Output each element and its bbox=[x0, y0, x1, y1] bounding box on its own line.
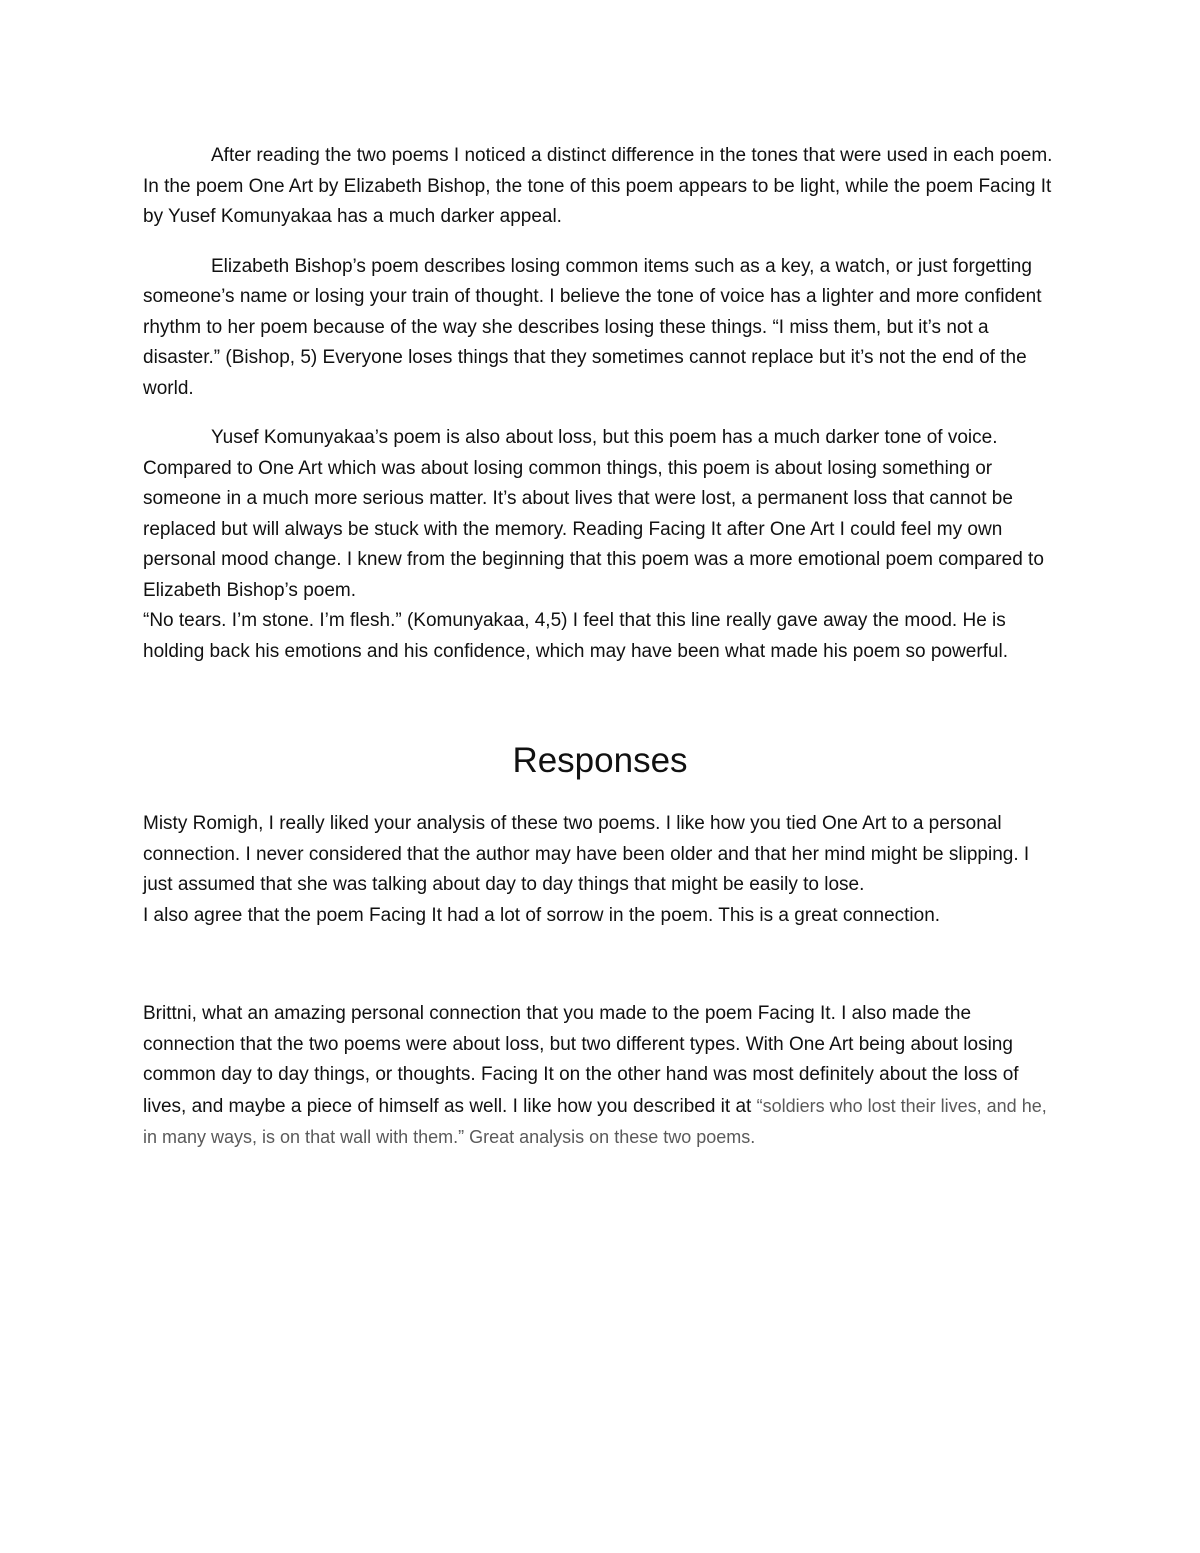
response-1 bbox=[143, 809, 1063, 931]
essay-paragraph-3-block bbox=[143, 423, 1063, 667]
essay-paragraph-2: Elizabeth Bishop’s poem describes losing common items such as a key, a watch, or just forgetting someone’s name or losing your train of thought. I believe the tone of voice has a lighter and more confident rhythm to her poem because of the way she describes losing these things. “I miss them, but it’s not a disaster.” (Bishop, 5) Everyone loses things that they sometimes cannot replace but it’s not the end of the world. bbox=[143, 255, 1042, 399]
essay-paragraph-3: Yusef Komunyakaa’s poem is also about loss, but this poem has a much darker tone of voice. Compared to One Art which was about losing common things, this poem is about losing something or someone in a much more serious matter. It’s about lives that were lost, a permanent loss that cannot be replaced but will always be stuck with the memory. Reading Facing It after One Art I could feel my own personal mood change. I knew from the beginning that this poem was a more emotional poem compared to Elizabeth Bishop’s poem. bbox=[143, 427, 1044, 601]
response-2-quoted-text: “soldiers who lost their lives, and he, in many ways, is on that wall with them.” Great analysis on these two poems. bbox=[143, 1095, 1047, 1147]
essay-paragraph-1: After reading the two poems I noticed a distinct difference in the tones that were used in each poem. In the poem One Art by Elizabeth Bishop, the tone of this poem appears to be light, while the poem Facing It by Yusef Komunyakaa has a much darker appeal. bbox=[143, 145, 1053, 227]
essay-section bbox=[143, 141, 1063, 667]
response-1-paragraph: Misty Romigh, I really liked your analysis of these two poems. I like how you tied One Art to a personal connection. I never considered that the author may have been older and that her mind might be slipping. I just assumed that she was talking about day to day things that might be easily to lose. bbox=[143, 813, 1030, 895]
response-2-main-text: Brittni, what an amazing personal connection that you made to the poem Facing It. I also made the connection that the two poems were about loss, but two different types. With One Art being about losing common day to day things, or thoughts. Facing It on the other hand was most definitely about the loss of lives, and maybe a piece of himself as well. I like how you described it at bbox=[143, 1003, 1019, 1117]
responses-heading: Responses bbox=[512, 741, 688, 780]
response-2-paragraph bbox=[143, 999, 1063, 1154]
response-1-closing-line: I also agree that the poem Facing It had a lot of sorrow in the poem. This is a great connection. bbox=[143, 904, 941, 926]
essay-paragraph-3-quote: “No tears. I’m stone. I’m flesh.” (Komunyakaa, 4,5) I feel that this line really gave away the mood. He is holding back his emotions and his confidence, which may have been what made his poem so powerful. bbox=[143, 610, 1009, 662]
response-2 bbox=[143, 999, 1063, 1154]
